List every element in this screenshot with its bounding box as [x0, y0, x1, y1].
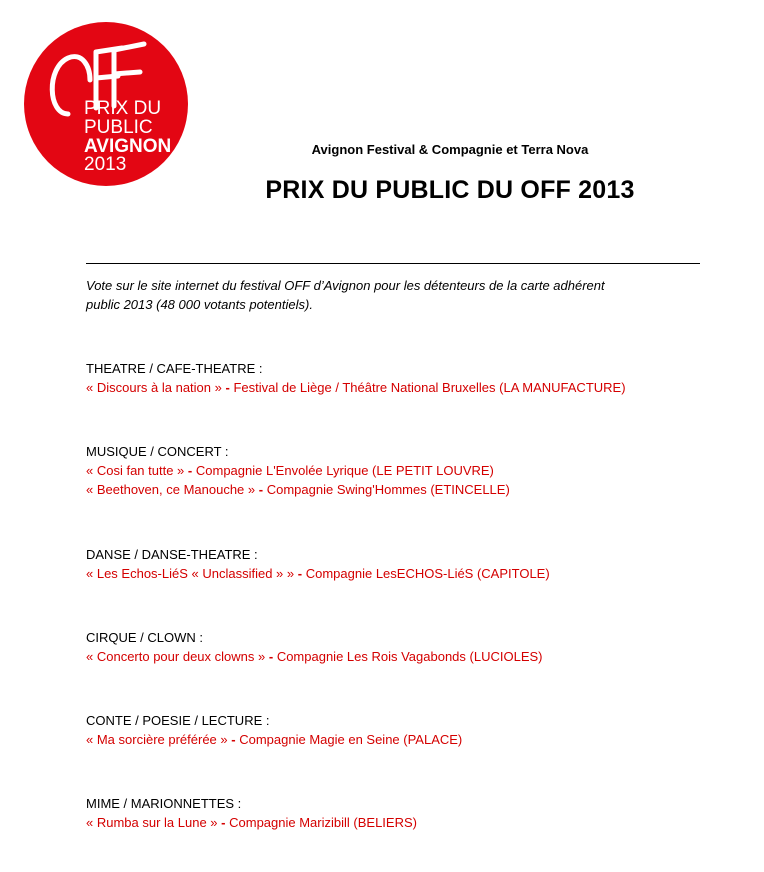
category-heading: DANSE / DANSE-THEATRE : [86, 547, 258, 562]
winner-entry [86, 813, 726, 832]
organizers-line: Avignon Festival & Compagnie et Terra Nova [311, 142, 589, 157]
work-title: « Ma sorcière préférée » [86, 732, 228, 747]
category-section-theatre [86, 359, 726, 397]
entry-dash: - [268, 649, 274, 664]
category-section-musique [86, 442, 726, 499]
work-title: « Rumba sur la Lune » [86, 815, 218, 830]
entry-dash: - [297, 566, 303, 581]
company-venue: Festival de Liège / Théâtre National Bruxelles (LA MANUFACTURE) [233, 380, 626, 395]
company-venue: Compagnie Swing'Hommes (ETINCELLE) [266, 482, 510, 497]
logo-line-3: AVIGNON [84, 136, 172, 157]
category-section-conte [86, 711, 726, 749]
entry-dash: - [258, 482, 264, 497]
intro-line-1: Vote sur le site internet du festival OFF d’Avignon pour les détenteurs de la carte adhérent [86, 278, 605, 293]
category-section-mime [86, 794, 726, 832]
category-section-cirque [86, 628, 726, 666]
company-venue: Compagnie Marizibill (BELIERS) [229, 815, 417, 830]
logo-line-1: PRIX DU [84, 98, 162, 119]
winner-entry [86, 378, 726, 397]
entry-dash: - [231, 732, 236, 747]
winner-entry [86, 461, 726, 480]
work-title: « Les Echos-LiéS « Unclassified » » [86, 566, 295, 581]
work-title: « Concerto pour deux clowns » [86, 649, 266, 664]
category-heading: CIRQUE / CLOWN : [86, 630, 204, 645]
winner-entry [86, 564, 726, 583]
category-heading: MIME / MARIONNETTES : [86, 796, 242, 811]
category-heading: CONTE / POESIE / LECTURE : [86, 713, 270, 728]
winner-entry [86, 647, 726, 666]
prix-du-public-logo [24, 22, 188, 186]
header-divider [86, 263, 700, 264]
intro-paragraph [86, 276, 700, 314]
winner-entry [86, 480, 726, 499]
entry-dash: - [187, 463, 193, 478]
work-title: « Discours à la nation » [86, 380, 222, 395]
entry-dash: - [225, 380, 230, 395]
intro-line-2: public 2013 (48 000 votants potentiels). [86, 297, 313, 312]
logo-line-4: 2013 [84, 154, 127, 175]
work-title: « Cosi fan tutte » [86, 463, 185, 478]
category-section-danse [86, 545, 726, 583]
winner-entry [86, 730, 726, 749]
page-title: PRIX DU PUBLIC DU OFF 2013 [265, 176, 635, 204]
category-heading: MUSIQUE / CONCERT : [86, 444, 229, 459]
entry-dash: - [221, 815, 226, 830]
category-heading: THEATRE / CAFE-THEATRE : [86, 361, 263, 376]
logo-off-text: OFF [24, 22, 26, 23]
logo-line-2: PUBLIC [84, 117, 153, 138]
company-venue: Compagnie LesECHOS-LiéS (CAPITOLE) [305, 566, 550, 581]
company-venue: Compagnie Les Rois Vagabonds (LUCIOLES) [276, 649, 543, 664]
company-venue: Compagnie Magie en Seine (PALACE) [239, 732, 463, 747]
company-venue: Compagnie L'Envolée Lyrique (LE PETIT LOUVRE) [195, 463, 494, 478]
work-title: « Beethoven, ce Manouche » [86, 482, 256, 497]
